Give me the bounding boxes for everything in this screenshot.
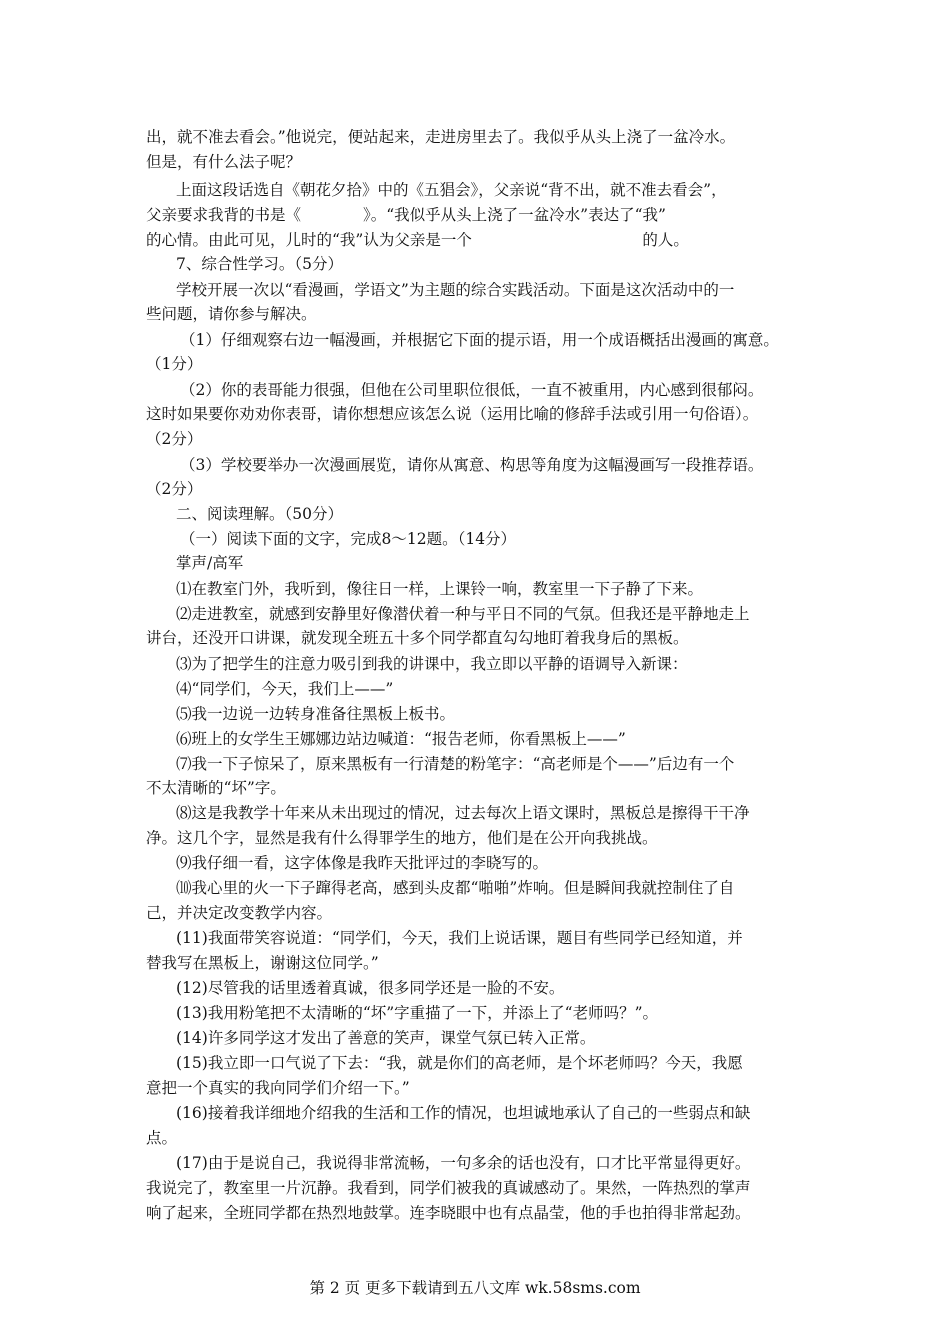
paragraph-line: (17)由于是说自己，我说得非常流畅，一句多余的话也没有，口才比平常显得更好。: [176, 1154, 751, 1172]
paragraph-line: 点。: [146, 1129, 178, 1147]
text-line: （2分）: [146, 430, 203, 448]
paragraph-line: ⑽我心里的火一下子蹿得老高，感到头皮都“啪啪”炸响。但是瞬间我就控制住了自: [176, 879, 735, 897]
paragraph-line: (13)我用粉笔把不太清晰的“坏”字重描了一下，并添上了“老师吗？”。: [176, 1004, 659, 1022]
question-heading: 7、综合性学习。（5分）: [176, 255, 343, 273]
text-line: 的心情。由此可见，儿时的“我”认为父亲是一个 的人。: [146, 231, 689, 249]
paragraph-line: (14)许多同学这才发出了善意的笑声，课堂气氛已转入正常。: [176, 1029, 596, 1047]
text-line: 但是，有什么法子呢？: [146, 153, 302, 171]
paragraph-line: 替我写在黑板上，谢谢这位同学。”: [146, 954, 379, 972]
paragraph-line: ⑸我一边说一边转身准备往黑板上板书。: [176, 705, 456, 723]
text-line: （3）学校要举办一次漫画展览，请你从寓意、构思等角度为这幅漫画写一段推荐语。: [180, 456, 764, 474]
text-line: 父亲要求我背的书是《 》。“我似乎从头上浇了一盆冷水”表达了“我”: [146, 206, 666, 224]
text-line: 些问题，请你参与解决。: [146, 305, 317, 323]
paragraph-line: ⑵走进教室，就感到安静里好像潜伏着一种与平日不同的气氛。但我还是平静地走上: [176, 605, 750, 623]
paragraph-line: ⑹班上的女学生王娜娜边站边喊道：“报告老师，你看黑板上——”: [176, 730, 626, 748]
paragraph-line: ⑺我一下子惊呆了，原来黑板有一行清楚的粉笔字：“高老师是个——”后边有一个: [176, 755, 735, 773]
text-line: 学校开展一次以“看漫画，学语文”为主题的综合实践活动。下面是这次活动中的一: [176, 281, 735, 299]
paragraph-line: 我说完了，教室里一片沉静。我看到，同学们被我的真诚感动了。果然，一阵热烈的掌声: [146, 1179, 751, 1197]
paragraph-line: (12)尽管我的话里透着真诚，很多同学还是一脸的不安。: [176, 979, 565, 997]
section-heading: 二、阅读理解。（50分）: [176, 505, 343, 523]
paragraph-line: ⑴在教室门外，我听到，像往日一样，上课铃一响，教室里一下子静了下来。: [176, 580, 704, 598]
paragraph-line: 净。这几个字，显然是我有什么得罪学生的地方，他们是在公开向我挑战。: [146, 829, 658, 847]
paragraph-line: (11)我面带笑容说道：“同学们，今天，我们上说话课，题目有些同学已经知道，并: [176, 929, 743, 947]
text-line: （一）阅读下面的文字，完成8～12题。（14分）: [180, 530, 517, 548]
text-line: （1）仔细观察右边一幅漫画，并根据它下面的提示语，用一个成语概括出漫画的寓意。: [180, 331, 779, 349]
paragraph-line: ⑻这是我教学十年来从未出现过的情况，过去每次上语文课时，黑板总是擦得干干净: [176, 804, 750, 822]
paragraph-line: 意把一个真实的我向同学们介绍一下。”: [146, 1079, 410, 1097]
paragraph-line: 响了起来，全班同学都在热烈地鼓掌。连李晓眼中也有点晶莹，他的手也拍得非常起劲。: [146, 1204, 751, 1222]
page-footer: 第 2 页 更多下载请到五八文库 wk.58sms.com: [309, 1279, 641, 1297]
text-line: 上面这段话选自《朝花夕拾》中的《五猖会》，父亲说“背不出，就不准去看会”，: [176, 181, 727, 199]
text-line: （2分）: [146, 480, 203, 498]
paragraph-line: ⑶为了把学生的注意力吸引到我的讲课中，我立即以平静的语调导入新课：: [176, 655, 688, 673]
paragraph-line: 讲台，还没开口讲课，就发现全班五十多个同学都直勾勾地盯着我身后的黑板。: [146, 629, 689, 647]
paragraph-line: (15)我立即一口气说了下去：“我，就是你们的高老师，是个坏老师吗？今天，我愿: [176, 1054, 743, 1072]
paragraph-line: 不太清晰的“坏”字。: [146, 779, 286, 797]
text-line: 这时如果要你劝劝你表哥，请你想想应该怎么说（运用比喻的修辞手法或引用一句俗语）。: [146, 405, 759, 423]
text-line: 出，就不准去看会。”他说完，便站起来，走进房里去了。我似乎从头上浇了一盆冷水。: [146, 128, 736, 146]
paragraph-line: 己，并决定改变教学内容。: [146, 904, 333, 922]
article-title: 掌声/高军: [176, 554, 244, 572]
paragraph-line: ⑼我仔细一看，这字体像是我昨天批评过的李晓写的。: [176, 854, 549, 872]
text-line: （2）你的表哥能力很强，但他在公司里职位很低，一直不被重用，内心感到很郁闷。: [180, 381, 764, 399]
paragraph-line: ⑷“同学们，今天，我们上——”: [176, 680, 394, 698]
text-line: （1分）: [146, 355, 203, 373]
paragraph-line: (16)接着我详细地介绍我的生活和工作的情况，也坦诚地承认了自己的一些弱点和缺: [176, 1104, 751, 1122]
